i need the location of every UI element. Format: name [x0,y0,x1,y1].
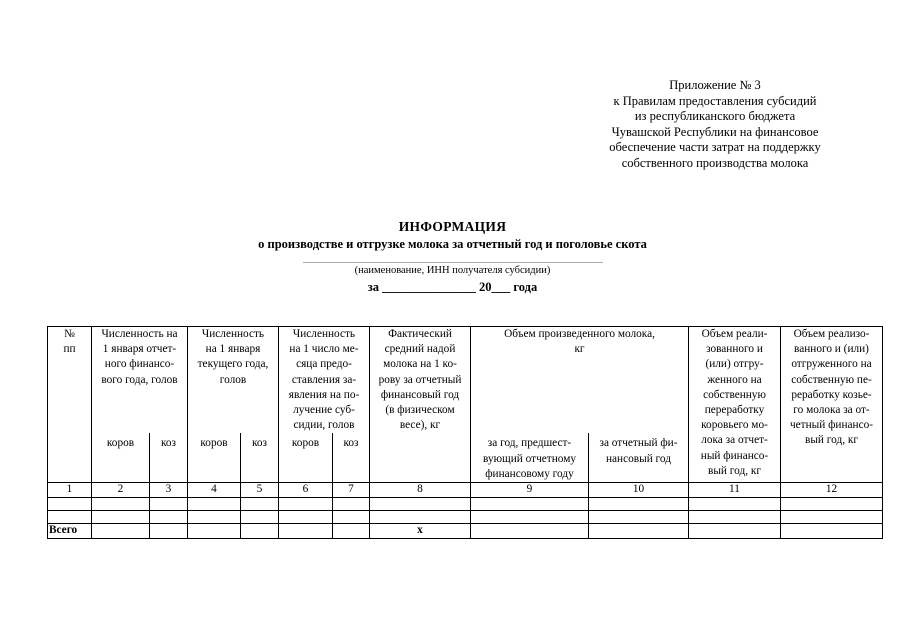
column-number: 4 [188,483,241,498]
appendix-line: Чувашской Республики на финансовое [611,124,819,139]
total-cell[interactable] [471,524,589,539]
column-number: 11 [689,483,781,498]
total-col8-mark: х [370,524,471,539]
column-number: 1 [48,483,92,498]
header-avg-yield: Фактический средний надой молока на 1 ко- рову за отчетный финансовый год (в физическом весе), кг [370,327,471,483]
data-cell[interactable] [150,511,188,524]
data-cell[interactable] [279,511,333,524]
header-jan-prev: Численность на 1 января отчет- ного финансо- вого года, голов [92,327,188,434]
document-title: ИНФОРМАЦИЯ [398,219,507,234]
appendix-line: Приложение № 3 [669,78,761,92]
header-jan-cur: Численность на 1 января текущего года, голов [188,327,279,434]
data-cell[interactable] [333,511,370,524]
data-cell[interactable] [471,511,589,524]
header-num: № пп [48,327,92,483]
header-produced: Объем произведенного молока, кг [471,327,689,434]
total-cell[interactable] [689,524,781,539]
data-cell[interactable] [781,498,883,511]
column-number-row [48,483,883,498]
subheader-goats: коз [150,433,188,483]
total-label: Всего [48,524,92,539]
total-cell[interactable] [589,524,689,539]
report-table [47,326,883,539]
column-number: 5 [241,483,279,498]
data-cell[interactable] [471,498,589,511]
data-cell[interactable] [689,511,781,524]
total-cell[interactable] [241,524,279,539]
total-cell[interactable] [150,524,188,539]
column-number: 6 [279,483,333,498]
subheader-goats: коз [333,433,370,483]
total-cell[interactable] [279,524,333,539]
column-number: 12 [781,483,883,498]
data-cell[interactable] [48,511,92,524]
data-cell[interactable] [333,498,370,511]
data-cell[interactable] [689,498,781,511]
total-cell[interactable] [781,524,883,539]
subheader-prev-year: за год, предшест- вующий отчетному финансовому году [471,433,589,483]
data-row [48,498,883,511]
header-sold-cow: Объем реали- зованного и (или) отгру- женного на собственную переработку коровьего мо- лока за отчет- ный финансо- вый год, кг [689,327,781,483]
data-cell[interactable] [150,498,188,511]
column-number: 8 [370,483,471,498]
appendix-line: из республиканского бюджета [634,109,796,124]
recipient-underline [303,262,603,263]
data-cell[interactable] [241,511,279,524]
data-cell[interactable] [781,511,883,524]
column-number: 9 [471,483,589,498]
subheader-cows: коров [188,433,241,483]
appendix-line: обеспечение части затрат на поддержку [609,140,821,155]
subheader-cows: коров [279,433,333,483]
appendix-block [570,78,860,172]
data-cell[interactable] [589,511,689,524]
appendix-line: к Правилам предоставления субсидий [613,93,817,108]
period-line: за _______________ 20___ года [367,280,538,294]
data-cell[interactable] [48,498,92,511]
data-cell[interactable] [589,498,689,511]
column-number: 7 [333,483,370,498]
header-sold-goat: Объем реализо- ванного и (или) отгруженного на собственную пе- реработку козье- го молока за от- четный финансо- вый год, кг [781,327,883,483]
data-cell[interactable] [92,498,150,511]
subheader-report-year: за отчетный фи- нансовый год [589,433,689,483]
data-cell[interactable] [188,511,241,524]
total-cell[interactable] [333,524,370,539]
total-cell[interactable] [188,524,241,539]
data-cell[interactable] [370,511,471,524]
data-row [48,511,883,524]
data-cell[interactable] [370,498,471,511]
appendix-line: собственного производства молока [621,155,809,170]
column-number: 3 [150,483,188,498]
subheader-cows: коров [92,433,150,483]
column-number: 2 [92,483,150,498]
recipient-caption: (наименование, ИНН получателя субсидии) [354,265,551,276]
column-number: 10 [589,483,689,498]
subheader-goats: коз [241,433,279,483]
document-subtitle: о производстве и отгрузке молока за отчетный год и поголовье скота [258,237,647,251]
data-cell[interactable] [188,498,241,511]
total-cell[interactable] [92,524,150,539]
data-cell[interactable] [92,511,150,524]
data-cell[interactable] [279,498,333,511]
total-row [48,524,883,539]
header-month-first: Численность на 1 число ме- сяца предо- ставления за- явления на по- лучение суб- сидии, голов [279,327,370,434]
data-cell[interactable] [241,498,279,511]
